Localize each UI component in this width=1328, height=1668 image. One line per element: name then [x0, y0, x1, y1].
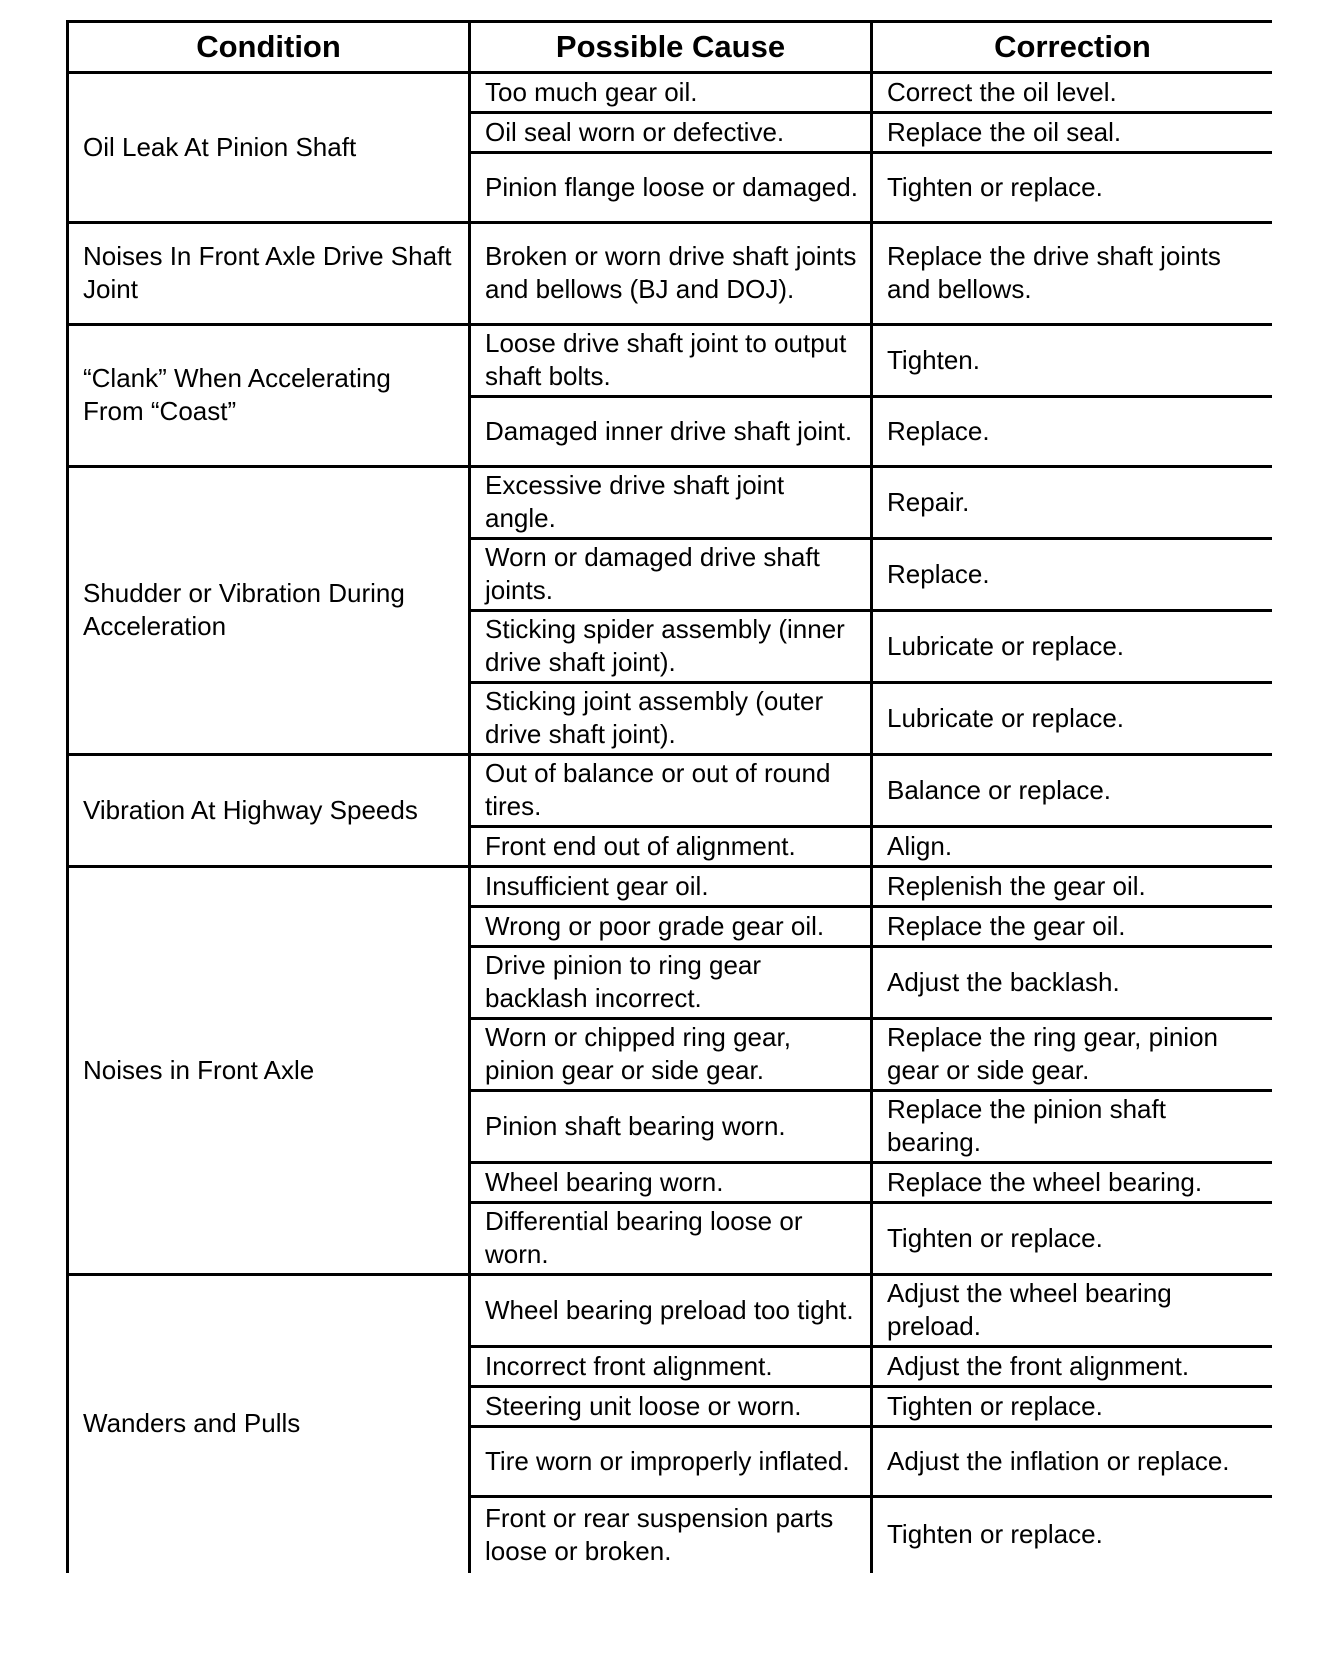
cause-cell: Sticking spider assembly (inner drive shaft joint). — [470, 611, 872, 683]
correction-cell: Replace the gear oil. — [872, 907, 1273, 947]
correction-cell: Replace. — [872, 539, 1273, 611]
correction-cell: Replace the pinion shaft bearing. — [872, 1091, 1273, 1163]
cause-cell: Broken or worn drive shaft joints and bellows (BJ and DOJ). — [470, 223, 872, 325]
correction-cell: Repair. — [872, 467, 1273, 539]
correction-cell: Tighten. — [872, 325, 1273, 397]
cause-cell: Front or rear suspension parts loose or broken. — [470, 1497, 872, 1573]
cause-cell: Pinion flange loose or damaged. — [470, 153, 872, 223]
correction-cell: Replace the wheel bearing. — [872, 1163, 1273, 1203]
cause-cell: Tire worn or improperly inflated. — [470, 1427, 872, 1497]
correction-cell: Replenish the gear oil. — [872, 867, 1273, 907]
condition-cell: Vibration At Highway Speeds — [68, 755, 470, 867]
cause-cell: Out of balance or out of round tires. — [470, 755, 872, 827]
correction-cell: Adjust the wheel bearing preload. — [872, 1275, 1273, 1347]
table-row — [68, 223, 1273, 325]
cause-cell: Pinion shaft bearing worn. — [470, 1091, 872, 1163]
cause-cell: Differential bearing loose or worn. — [470, 1203, 872, 1275]
correction-cell: Tighten or replace. — [872, 153, 1273, 223]
correction-cell: Lubricate or replace. — [872, 683, 1273, 755]
condition-cell: Wanders and Pulls — [68, 1275, 470, 1573]
condition-cell: Shudder or Vibration During Acceleration — [68, 467, 470, 755]
header-condition: Condition — [68, 22, 470, 73]
table-row — [68, 325, 1273, 397]
cause-cell: Excessive drive shaft joint angle. — [470, 467, 872, 539]
troubleshooting-page — [66, 20, 1272, 1640]
cause-cell: Wheel bearing preload too tight. — [470, 1275, 872, 1347]
cause-cell: Too much gear oil. — [470, 73, 872, 113]
header-row — [68, 22, 1273, 73]
header-possible-cause: Possible Cause — [470, 22, 872, 73]
correction-cell: Replace the oil seal. — [872, 113, 1273, 153]
table-row — [68, 73, 1273, 113]
condition-cell: Noises In Front Axle Drive Shaft Joint — [68, 223, 470, 325]
cause-cell: Wheel bearing worn. — [470, 1163, 872, 1203]
correction-cell: Replace the drive shaft joints and bellows. — [872, 223, 1273, 325]
table-row — [68, 1275, 1273, 1347]
cause-cell: Worn or chipped ring gear, pinion gear or side gear. — [470, 1019, 872, 1091]
troubleshooting-table — [66, 20, 1272, 1573]
correction-cell: Adjust the inflation or replace. — [872, 1427, 1273, 1497]
condition-cell: “Clank” When Accelerating From “Coast” — [68, 325, 470, 467]
correction-cell: Replace the ring gear, pinion gear or side gear. — [872, 1019, 1273, 1091]
cause-cell: Worn or damaged drive shaft joints. — [470, 539, 872, 611]
correction-cell: Align. — [872, 827, 1273, 867]
cause-cell: Oil seal worn or defective. — [470, 113, 872, 153]
cause-cell: Loose drive shaft joint to output shaft bolts. — [470, 325, 872, 397]
correction-cell: Balance or replace. — [872, 755, 1273, 827]
condition-cell: Noises in Front Axle — [68, 867, 470, 1275]
correction-cell: Tighten or replace. — [872, 1497, 1273, 1573]
table-row — [68, 755, 1273, 827]
correction-cell: Tighten or replace. — [872, 1387, 1273, 1427]
cause-cell: Insufficient gear oil. — [470, 867, 872, 907]
table-row — [68, 467, 1273, 539]
cause-cell: Front end out of alignment. — [470, 827, 872, 867]
cause-cell: Incorrect front alignment. — [470, 1347, 872, 1387]
correction-cell: Adjust the backlash. — [872, 947, 1273, 1019]
correction-cell: Tighten or replace. — [872, 1203, 1273, 1275]
cause-cell: Steering unit loose or worn. — [470, 1387, 872, 1427]
cause-cell: Damaged inner drive shaft joint. — [470, 397, 872, 467]
correction-cell: Adjust the front alignment. — [872, 1347, 1273, 1387]
table-row — [68, 867, 1273, 907]
cause-cell: Sticking joint assembly (outer drive shaft joint). — [470, 683, 872, 755]
header-correction: Correction — [872, 22, 1273, 73]
condition-cell: Oil Leak At Pinion Shaft — [68, 73, 470, 223]
table-body — [68, 73, 1273, 1573]
cause-cell: Drive pinion to ring gear backlash incorrect. — [470, 947, 872, 1019]
correction-cell: Replace. — [872, 397, 1273, 467]
correction-cell: Lubricate or replace. — [872, 611, 1273, 683]
correction-cell: Correct the oil level. — [872, 73, 1273, 113]
cause-cell: Wrong or poor grade gear oil. — [470, 907, 872, 947]
